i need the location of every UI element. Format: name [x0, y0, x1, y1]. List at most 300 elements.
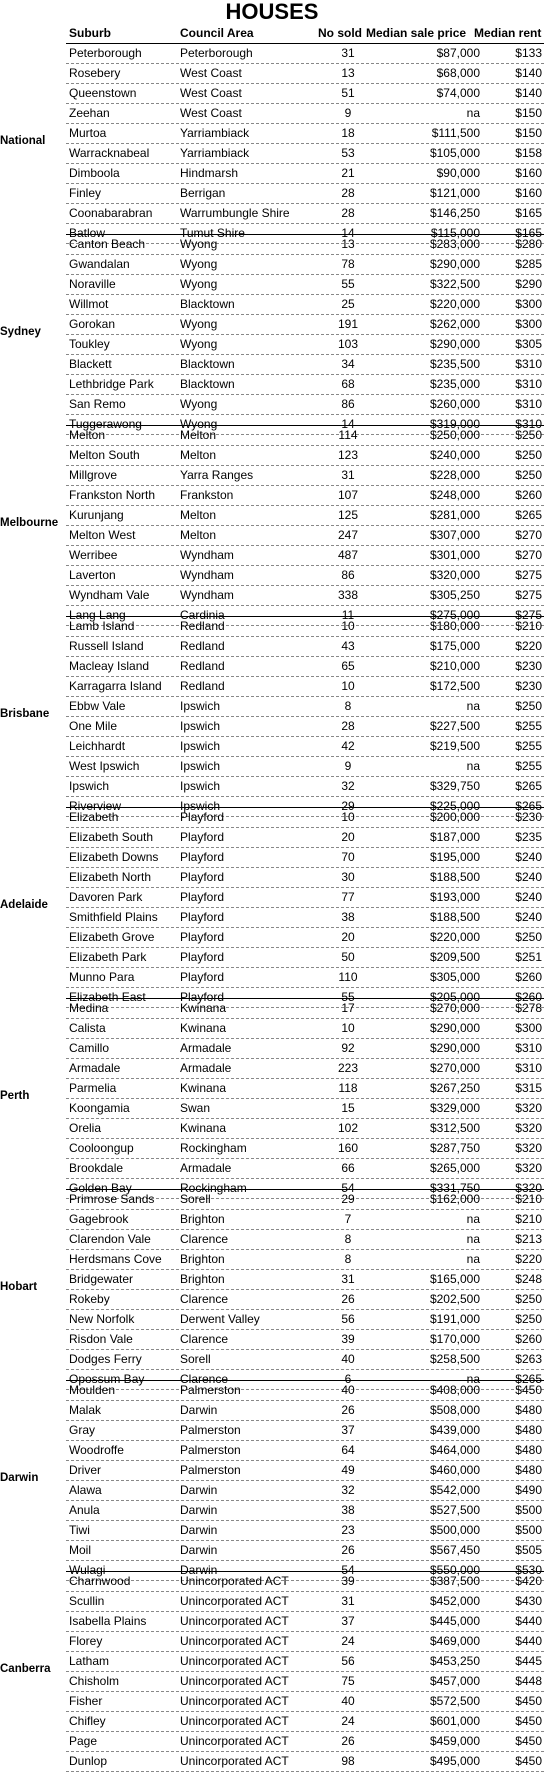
- median-rent-cell: $315: [515, 1081, 542, 1095]
- median-sale-price-cell: $90,000: [436, 166, 480, 180]
- median-rent-cell: $260: [515, 970, 542, 984]
- no-sold-cell: 86: [341, 397, 355, 411]
- median-sale-price-cell: $240,000: [429, 448, 480, 462]
- median-sale-price-cell: na: [466, 759, 480, 773]
- suburb-cell: Munno Para: [69, 970, 135, 984]
- median-rent-cell: $260: [515, 488, 542, 502]
- table-row: [66, 1119, 544, 1139]
- median-rent-cell: $255: [515, 739, 542, 753]
- council-area-cell: Swan: [180, 1101, 211, 1115]
- no-sold-cell: 114: [338, 428, 358, 442]
- no-sold-cell: 51: [341, 86, 355, 100]
- median-sale-price-cell: $312,500: [429, 1121, 480, 1135]
- median-sale-price-cell: $270,000: [429, 1061, 480, 1075]
- suburb-cell: Ebbw Vale: [69, 699, 126, 713]
- no-sold-cell: 118: [338, 1081, 358, 1095]
- council-area-cell: Wyndham: [180, 588, 234, 602]
- median-sale-price-cell: na: [466, 1372, 480, 1386]
- council-area-cell: Unincorporated ACT: [180, 1614, 289, 1628]
- median-rent-cell: $320: [515, 1101, 542, 1115]
- median-sale-price-cell: $290,000: [429, 257, 480, 271]
- median-sale-price-cell: $601,000: [429, 1714, 480, 1728]
- suburb-cell: Willmot: [69, 297, 109, 311]
- median-sale-price-cell: $250,000: [429, 428, 480, 442]
- table-row: [66, 255, 544, 275]
- council-area-cell: Berrigan: [180, 186, 226, 200]
- suburb-cell: Parmelia: [69, 1081, 117, 1095]
- no-sold-cell: 11: [341, 608, 355, 622]
- no-sold-cell: 32: [341, 779, 355, 793]
- median-sale-price-cell: $220,000: [429, 930, 480, 944]
- median-rent-cell: $250: [515, 1312, 542, 1326]
- council-area-cell: Darwin: [180, 1403, 218, 1417]
- suburb-cell: Page: [69, 1734, 98, 1748]
- median-sale-price-cell: $320,000: [429, 568, 480, 582]
- median-rent-cell: $275: [515, 608, 542, 622]
- table-row: [66, 204, 544, 224]
- median-sale-price-cell: $111,500: [431, 126, 480, 140]
- median-sale-price-cell: $195,000: [429, 850, 480, 864]
- council-area-cell: Blacktown: [180, 297, 235, 311]
- no-sold-cell: 65: [341, 659, 355, 673]
- median-sale-price-cell: $508,000: [429, 1403, 480, 1417]
- median-rent-cell: $430: [515, 1594, 542, 1608]
- no-sold-cell: 26: [341, 1543, 355, 1557]
- median-rent-cell: $440: [515, 1634, 542, 1648]
- no-sold-cell: 77: [341, 890, 355, 904]
- no-sold-cell: 26: [341, 1292, 355, 1306]
- table-row: [66, 888, 544, 908]
- suburb-cell: Davoren Park: [69, 890, 143, 904]
- region-label: Brisbane: [0, 708, 50, 720]
- suburb-cell: Bridgewater: [69, 1272, 134, 1286]
- median-rent-cell: $310: [515, 357, 542, 371]
- table-row: [66, 868, 544, 888]
- table-row: [66, 1441, 544, 1461]
- suburb-cell: Clarendon Vale: [69, 1232, 151, 1246]
- median-sale-price-cell: $260,000: [429, 397, 480, 411]
- suburb-cell: Primrose Sands: [69, 1192, 155, 1206]
- no-sold-cell: 40: [341, 1383, 355, 1397]
- no-sold-cell: 31: [341, 46, 355, 60]
- median-sale-price-cell: $305,250: [429, 588, 480, 602]
- median-sale-price-cell: $329,000: [429, 1101, 480, 1115]
- table-row: [66, 848, 544, 868]
- table-row: [66, 1541, 544, 1561]
- median-rent-cell: $250: [515, 428, 542, 442]
- no-sold-cell: 92: [341, 1041, 355, 1055]
- median-rent-cell: $250: [515, 448, 542, 462]
- no-sold-cell: 247: [337, 528, 359, 542]
- no-sold-cell: 29: [341, 1192, 355, 1206]
- council-area-cell: Playford: [180, 970, 225, 984]
- table-row: [66, 757, 544, 777]
- region-label: Perth: [0, 1090, 30, 1102]
- no-sold-cell: 34: [341, 357, 355, 371]
- suburb-cell: Kurunjang: [69, 508, 124, 522]
- council-area-cell: Playford: [180, 810, 225, 824]
- council-area-cell: Clarence: [180, 1372, 229, 1386]
- no-sold-cell: 223: [337, 1061, 359, 1075]
- median-sale-price-cell: $329,750: [429, 779, 480, 793]
- council-area-cell: Playford: [180, 830, 225, 844]
- council-area-cell: Unincorporated ACT: [180, 1754, 289, 1768]
- suburb-cell: Gray: [69, 1423, 96, 1437]
- table-row: [66, 566, 544, 586]
- table-row: [66, 104, 544, 124]
- no-sold-cell: 40: [341, 1352, 355, 1366]
- table-row: [66, 1330, 544, 1350]
- table-row: [66, 1230, 544, 1250]
- no-sold-cell: 6: [344, 1372, 352, 1386]
- no-sold-cell: 86: [341, 568, 355, 582]
- median-rent-cell: $140: [515, 86, 542, 100]
- table-row: [66, 1139, 544, 1159]
- median-rent-cell: $230: [515, 810, 542, 824]
- council-area-cell: Wyong: [180, 397, 218, 411]
- council-area-cell: Unincorporated ACT: [180, 1674, 289, 1688]
- suburb-cell: Frankston North: [69, 488, 156, 502]
- median-sale-price-cell: $235,000: [429, 377, 480, 391]
- median-sale-price-cell: $165,000: [429, 1272, 480, 1286]
- header-median-sale-price: Median sale price: [366, 26, 467, 40]
- table-row: [66, 948, 544, 968]
- median-rent-cell: $158: [515, 146, 542, 160]
- no-sold-cell: 7: [344, 1212, 352, 1226]
- suburb-cell: Ipswich: [69, 779, 110, 793]
- median-rent-cell: $210: [515, 1212, 542, 1226]
- median-rent-cell: $530: [515, 1563, 542, 1577]
- suburb-cell: Orelia: [69, 1121, 102, 1135]
- median-sale-price-cell: $175,000: [429, 639, 480, 653]
- median-rent-cell: $480: [515, 1443, 542, 1457]
- median-sale-price-cell: $283,000: [429, 237, 480, 251]
- median-rent-cell: $310: [515, 1061, 542, 1075]
- table-row: [66, 677, 544, 697]
- table-row: [66, 1461, 544, 1481]
- median-rent-cell: $320: [515, 1141, 542, 1155]
- table-row: [66, 375, 544, 395]
- suburb-cell: Peterborough: [69, 46, 142, 60]
- median-sale-price-cell: $87,000: [436, 46, 480, 60]
- no-sold-cell: 53: [341, 146, 355, 160]
- suburb-cell: Elizabeth South: [69, 830, 154, 844]
- suburb-cell: Smithfield Plains: [69, 910, 158, 924]
- council-area-cell: Ipswich: [180, 779, 221, 793]
- median-rent-cell: $290: [515, 277, 542, 291]
- median-sale-price-cell: $220,000: [429, 297, 480, 311]
- no-sold-cell: 107: [337, 488, 359, 502]
- median-sale-price-cell: $290,000: [429, 337, 480, 351]
- council-area-cell: West Coast: [180, 66, 242, 80]
- no-sold-cell: 9: [344, 106, 352, 120]
- council-area-cell: Frankston: [180, 488, 234, 502]
- no-sold-cell: 13: [341, 66, 355, 80]
- suburb-cell: New Norfolk: [69, 1312, 135, 1326]
- table-row: [66, 928, 544, 948]
- median-sale-price-cell: $209,500: [429, 950, 480, 964]
- median-sale-price-cell: na: [466, 699, 480, 713]
- suburb-cell: Gwandalan: [69, 257, 130, 271]
- table-row: [66, 506, 544, 526]
- median-sale-price-cell: $210,000: [429, 659, 480, 673]
- council-area-cell: Armadale: [180, 1041, 232, 1055]
- table-row: [66, 1752, 544, 1772]
- median-sale-price-cell: $459,000: [429, 1734, 480, 1748]
- region-rows: [66, 1380, 544, 1581]
- region-rows: [66, 43, 544, 244]
- median-rent-cell: $265: [515, 779, 542, 793]
- council-area-cell: Wyong: [180, 337, 218, 351]
- table-row: [66, 1712, 544, 1732]
- median-rent-cell: $250: [515, 699, 542, 713]
- council-area-cell: Melton: [180, 448, 217, 462]
- median-sale-price-cell: $188,500: [429, 870, 480, 884]
- region-label: National: [0, 135, 46, 147]
- no-sold-cell: 10: [341, 810, 355, 824]
- suburb-cell: Scullin: [69, 1594, 105, 1608]
- median-rent-cell: $320: [515, 1161, 542, 1175]
- no-sold-cell: 37: [341, 1423, 355, 1437]
- median-rent-cell: $320: [515, 1121, 542, 1135]
- suburb-cell: Melton: [69, 428, 106, 442]
- table-row: [66, 526, 544, 546]
- no-sold-cell: 110: [338, 970, 358, 984]
- suburb-cell: Elizabeth: [69, 810, 119, 824]
- no-sold-cell: 13: [341, 237, 355, 251]
- no-sold-cell: 38: [341, 1503, 355, 1517]
- median-rent-cell: $250: [515, 468, 542, 482]
- no-sold-cell: 24: [341, 1714, 355, 1728]
- median-rent-cell: $235: [515, 830, 542, 844]
- no-sold-cell: 78: [341, 257, 355, 271]
- table-row: [66, 486, 544, 506]
- median-rent-cell: $230: [515, 659, 542, 673]
- suburb-cell: Elizabeth Park: [69, 950, 147, 964]
- region-label: Sydney: [0, 326, 41, 338]
- table-row: [66, 235, 544, 255]
- suburb-cell: Isabella Plains: [69, 1614, 147, 1628]
- region-label: Darwin: [0, 1472, 39, 1484]
- council-area-cell: Sorell: [180, 1192, 211, 1206]
- no-sold-cell: 14: [341, 417, 355, 431]
- median-sale-price-cell: $200,000: [429, 810, 480, 824]
- table-row: [66, 1732, 544, 1752]
- median-rent-cell: $133: [515, 46, 542, 60]
- suburb-cell: Noraville: [69, 277, 116, 291]
- median-rent-cell: $310: [515, 1041, 542, 1055]
- council-area-cell: Ipswich: [180, 739, 221, 753]
- median-rent-cell: $310: [515, 377, 542, 391]
- median-sale-price-cell: $68,000: [436, 66, 480, 80]
- median-rent-cell: $480: [515, 1403, 542, 1417]
- council-area-cell: Rockingham: [180, 1141, 247, 1155]
- suburb-cell: Lang Lang: [69, 608, 126, 622]
- table-row: [66, 315, 544, 335]
- council-area-cell: Darwin: [180, 1543, 218, 1557]
- suburb-cell: Russell Island: [69, 639, 144, 653]
- region-rows: [66, 234, 544, 435]
- median-rent-cell: $220: [515, 1252, 542, 1266]
- no-sold-cell: 28: [341, 719, 355, 733]
- suburb-cell: Wulagi: [69, 1563, 106, 1577]
- council-area-cell: Unincorporated ACT: [180, 1574, 289, 1588]
- table-row: [66, 1290, 544, 1310]
- median-sale-price-cell: $319,000: [429, 417, 480, 431]
- council-area-cell: Darwin: [180, 1563, 218, 1577]
- council-area-cell: Palmerston: [180, 1443, 241, 1457]
- median-rent-cell: $500: [515, 1523, 542, 1537]
- region-rows: [66, 807, 544, 1008]
- table-row: [66, 1159, 544, 1179]
- suburb-cell: Elizabeth North: [69, 870, 152, 884]
- median-rent-cell: $260: [515, 990, 542, 1004]
- no-sold-cell: 24: [341, 1634, 355, 1648]
- no-sold-cell: 23: [341, 1523, 355, 1537]
- table-row: [66, 1421, 544, 1441]
- council-area-cell: Armadale: [180, 1161, 232, 1175]
- table-row: [66, 1270, 544, 1290]
- council-area-cell: Wyong: [180, 417, 218, 431]
- no-sold-cell: 338: [337, 588, 359, 602]
- council-area-cell: Ipswich: [180, 799, 221, 813]
- no-sold-cell: 42: [341, 739, 355, 753]
- suburb-cell: Moulden: [69, 1383, 116, 1397]
- median-sale-price-cell: $193,000: [429, 890, 480, 904]
- median-sale-price-cell: $162,000: [429, 1192, 480, 1206]
- no-sold-cell: 28: [341, 186, 355, 200]
- council-area-cell: Darwin: [180, 1503, 218, 1517]
- suburb-cell: Lamb Island: [69, 619, 135, 633]
- suburb-cell: Werribee: [69, 548, 118, 562]
- median-sale-price-cell: $387,500: [429, 1574, 480, 1588]
- table-row: [66, 546, 544, 566]
- median-rent-cell: $160: [515, 186, 542, 200]
- council-area-cell: Tumut Shire: [180, 226, 245, 240]
- median-rent-cell: $505: [515, 1543, 542, 1557]
- no-sold-cell: 49: [341, 1463, 355, 1477]
- council-area-cell: Kwinana: [180, 1081, 227, 1095]
- suburb-cell: Cooloongup: [69, 1141, 134, 1155]
- council-area-cell: Wyong: [180, 317, 218, 331]
- no-sold-cell: 31: [341, 1272, 355, 1286]
- council-area-cell: Darwin: [180, 1483, 218, 1497]
- suburb-cell: Rosebery: [69, 66, 121, 80]
- table-row: [66, 144, 544, 164]
- median-sale-price-cell: $170,000: [429, 1332, 480, 1346]
- council-area-cell: Hindmarsh: [180, 166, 239, 180]
- table-row: [66, 808, 544, 828]
- suburb-cell: Anula: [69, 1503, 100, 1517]
- median-sale-price-cell: na: [466, 1252, 480, 1266]
- median-sale-price-cell: $105,000: [429, 146, 480, 160]
- council-area-cell: Unincorporated ACT: [180, 1694, 289, 1708]
- suburb-cell: Warracknabeal: [69, 146, 150, 160]
- table-row: [66, 295, 544, 315]
- table-row: [66, 1652, 544, 1672]
- region-label: Canberra: [0, 1663, 51, 1675]
- no-sold-cell: 8: [344, 699, 352, 713]
- median-rent-cell: $270: [515, 548, 542, 562]
- median-rent-cell: $150: [515, 106, 542, 120]
- no-sold-cell: 8: [344, 1252, 352, 1266]
- median-sale-price-cell: $262,000: [429, 317, 480, 331]
- median-rent-cell: $420: [515, 1574, 542, 1588]
- table-row: [66, 124, 544, 144]
- suburb-cell: Melton West: [69, 528, 136, 542]
- median-rent-cell: $165: [515, 226, 542, 240]
- council-area-cell: Warrumbungle Shire: [180, 206, 290, 220]
- suburb-cell: Rokeby: [69, 1292, 110, 1306]
- table-row: [66, 184, 544, 204]
- no-sold-cell: 8: [344, 1232, 352, 1246]
- council-area-cell: Unincorporated ACT: [180, 1714, 289, 1728]
- header-council-area: Council Area: [180, 26, 254, 40]
- table-row: [66, 1401, 544, 1421]
- median-sale-price-cell: $550,000: [429, 1563, 480, 1577]
- median-rent-cell: $250: [515, 1292, 542, 1306]
- suburb-cell: Alawa: [69, 1483, 102, 1497]
- no-sold-cell: 10: [341, 1021, 355, 1035]
- council-area-cell: Ipswich: [180, 719, 221, 733]
- suburb-cell: Latham: [69, 1654, 110, 1668]
- council-area-cell: Wyong: [180, 277, 218, 291]
- median-sale-price-cell: $460,000: [429, 1463, 480, 1477]
- council-area-cell: Kwinana: [180, 1121, 227, 1135]
- table-row: [66, 395, 544, 415]
- table-row: [66, 426, 544, 446]
- median-rent-cell: $280: [515, 237, 542, 251]
- median-sale-price-cell: $290,000: [429, 1041, 480, 1055]
- council-area-cell: Derwent Valley: [180, 1312, 260, 1326]
- council-area-cell: West Coast: [180, 86, 242, 100]
- council-area-cell: Sorell: [180, 1352, 211, 1366]
- council-area-cell: West Coast: [180, 106, 242, 120]
- suburb-cell: Elizabeth Grove: [69, 930, 155, 944]
- no-sold-cell: 9: [344, 759, 352, 773]
- median-rent-cell: $240: [515, 870, 542, 884]
- median-rent-cell: $150: [515, 126, 542, 140]
- no-sold-cell: 31: [341, 468, 355, 482]
- no-sold-cell: 50: [341, 950, 355, 964]
- council-area-cell: Redland: [180, 639, 225, 653]
- table-row: [66, 828, 544, 848]
- region-rows: [66, 1571, 544, 1772]
- table-row: [66, 1310, 544, 1330]
- suburb-cell: Blackett: [69, 357, 112, 371]
- suburb-cell: Driver: [69, 1463, 101, 1477]
- council-area-cell: Brighton: [180, 1212, 225, 1226]
- median-rent-cell: $305: [515, 337, 542, 351]
- no-sold-cell: 39: [341, 1332, 355, 1346]
- table-row: [66, 697, 544, 717]
- no-sold-cell: 102: [337, 1121, 359, 1135]
- suburb-cell: Medina: [69, 1001, 109, 1015]
- council-area-cell: Playford: [180, 950, 225, 964]
- median-sale-price-cell: $258,500: [429, 1352, 480, 1366]
- suburb-cell: Charnwood: [69, 1574, 131, 1588]
- no-sold-cell: 66: [341, 1161, 355, 1175]
- suburb-cell: Canton Beach: [69, 237, 146, 251]
- suburb-cell: Lethbridge Park: [69, 377, 154, 391]
- median-sale-price-cell: $305,000: [429, 970, 480, 984]
- median-rent-cell: $450: [515, 1714, 542, 1728]
- suburb-cell: Millgrove: [69, 468, 118, 482]
- median-sale-price-cell: $453,250: [429, 1654, 480, 1668]
- council-area-cell: Brighton: [180, 1252, 225, 1266]
- median-rent-cell: $275: [515, 588, 542, 602]
- median-sale-price-cell: $188,500: [429, 910, 480, 924]
